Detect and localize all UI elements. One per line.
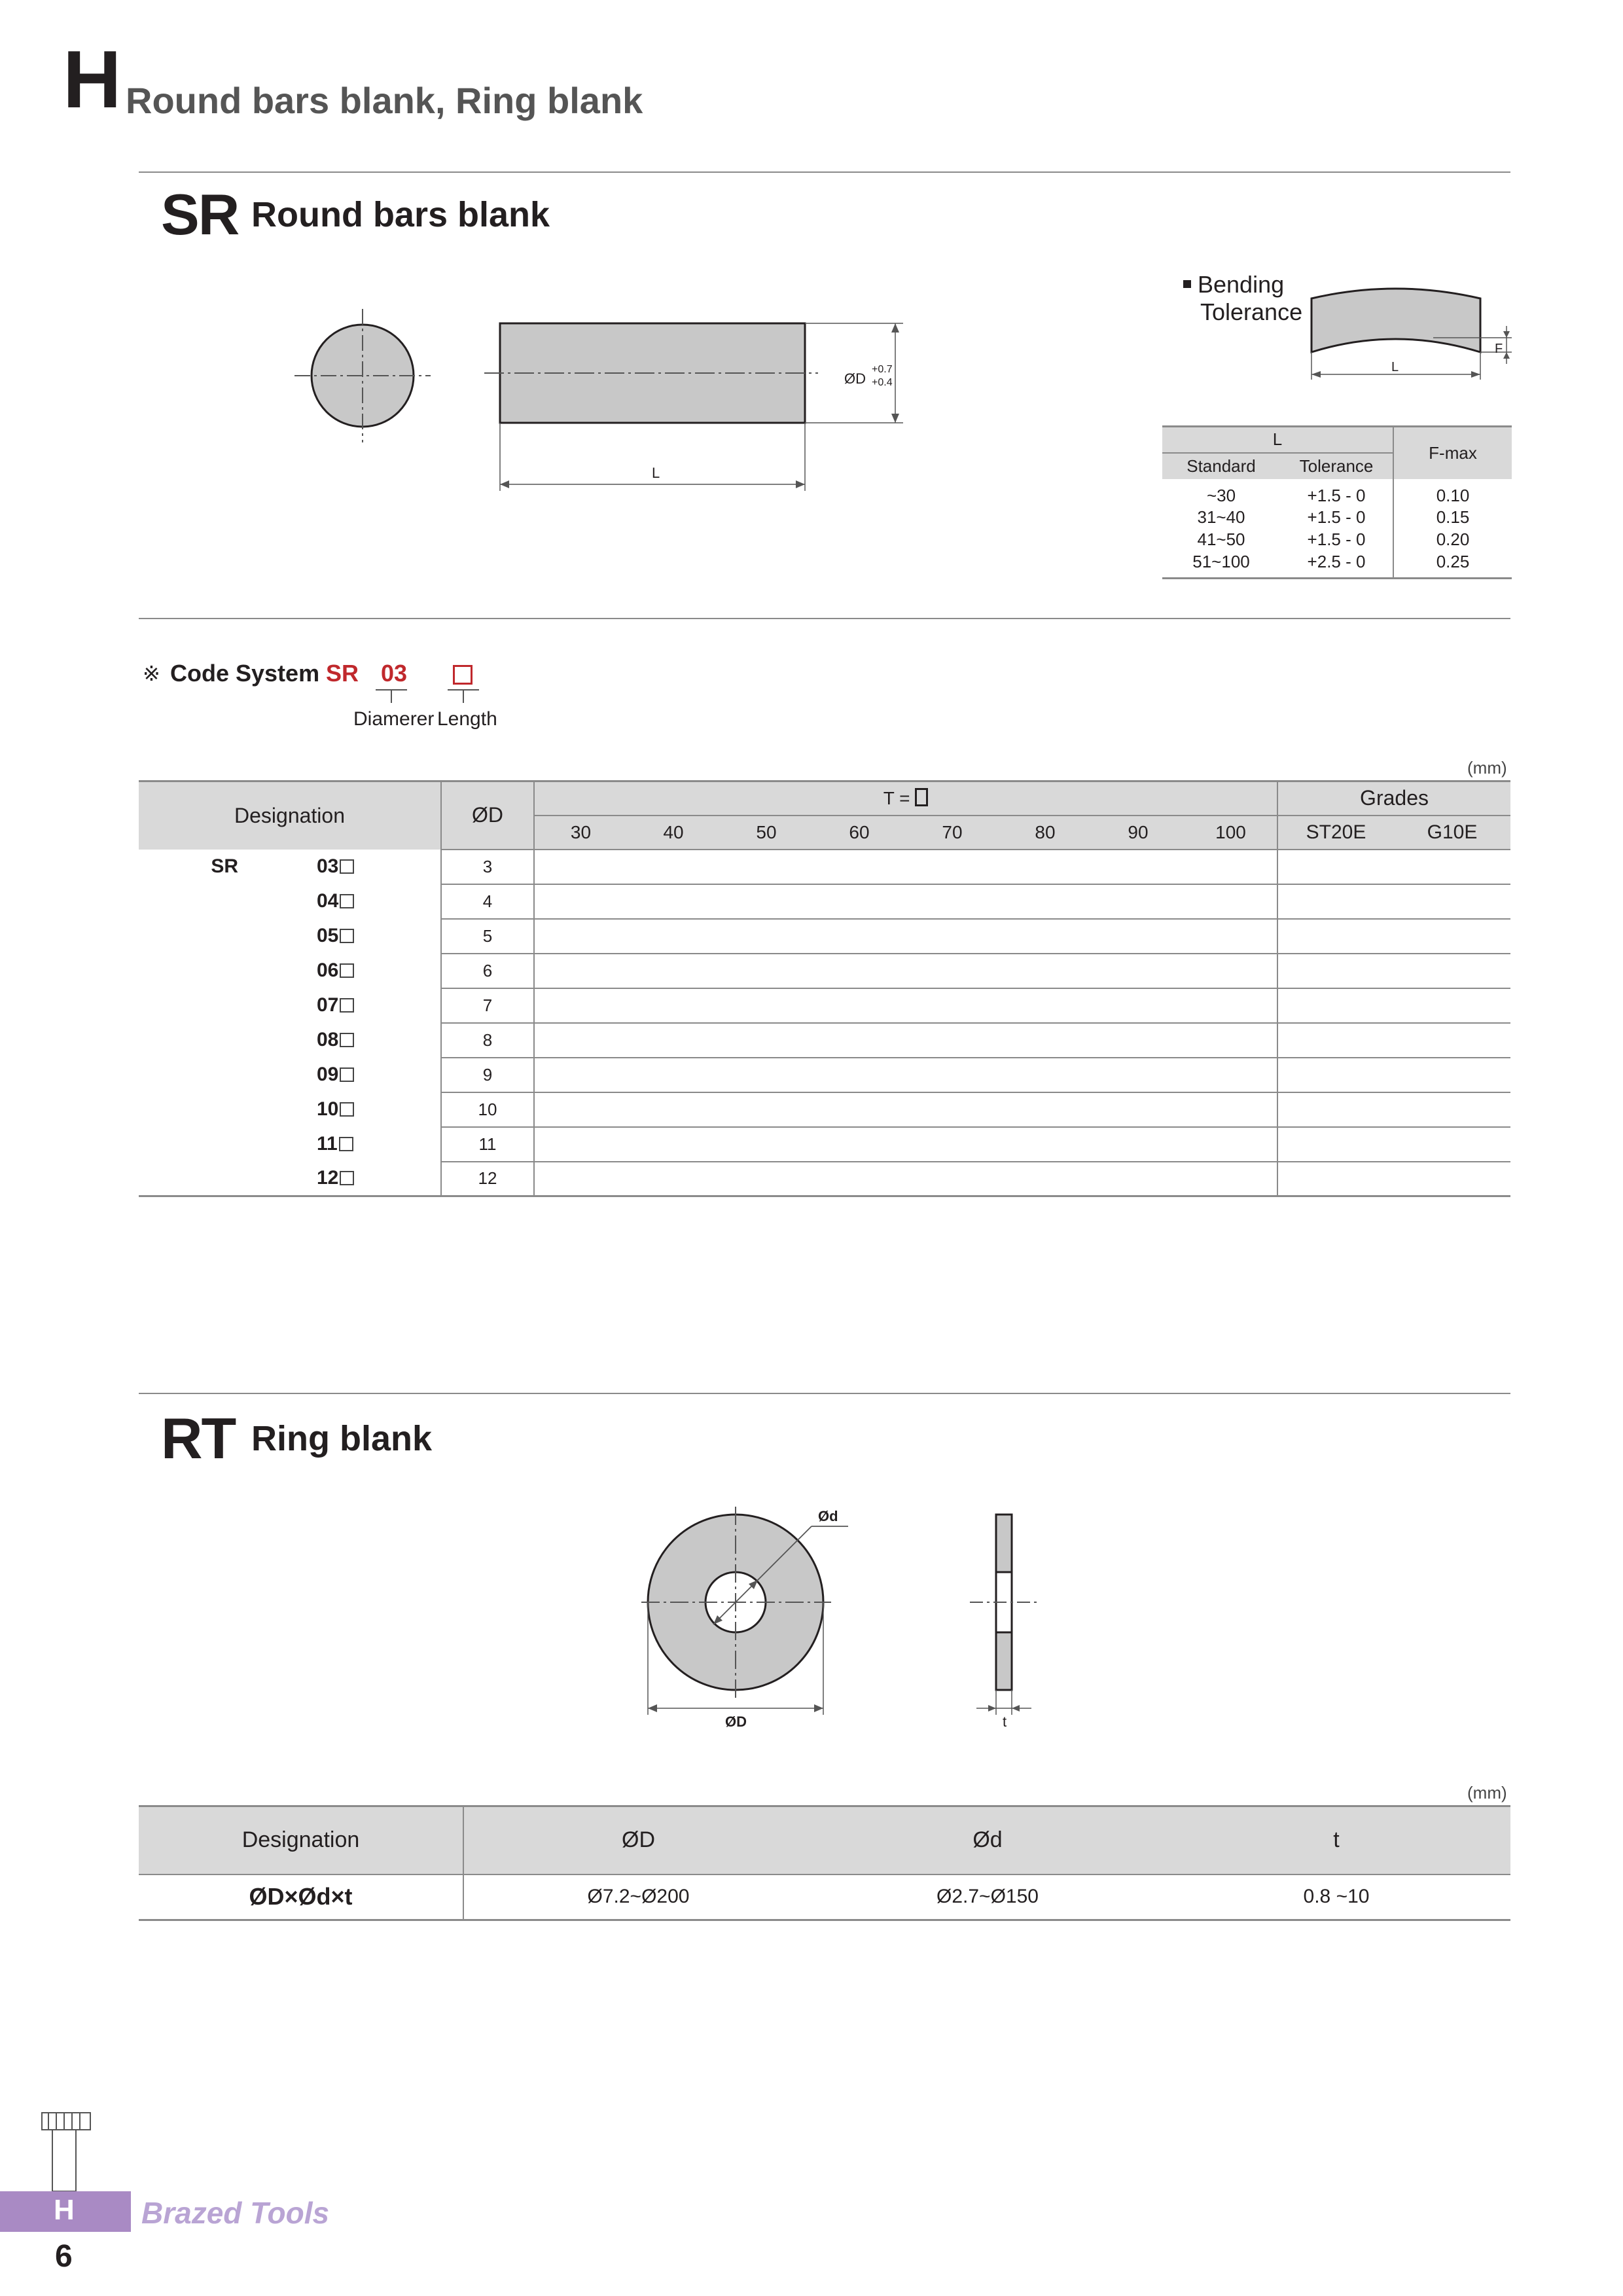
bending-l-label: L bbox=[1391, 360, 1399, 374]
sr-od-cell: 10 bbox=[441, 1092, 534, 1127]
sr-header-od: ØD bbox=[441, 781, 534, 850]
sr-header-length: 50 bbox=[720, 816, 813, 850]
sr-series-cell bbox=[139, 919, 279, 954]
footer-category: Brazed Tools bbox=[141, 2196, 330, 2230]
sr-grade-cells bbox=[1277, 1058, 1510, 1092]
table-row bbox=[139, 884, 1510, 919]
code-caption-diameter: Diamerer bbox=[353, 708, 435, 730]
sr-code-text: 12 bbox=[317, 1167, 339, 1189]
code-caption-length: Length bbox=[437, 708, 497, 730]
sr-code-text: 10 bbox=[317, 1098, 339, 1120]
code-part-diameter: 03 bbox=[381, 660, 408, 687]
page-number: 6 bbox=[55, 2239, 73, 2274]
rt-header-designation: Designation bbox=[139, 1806, 463, 1874]
sr-code-cell bbox=[279, 850, 441, 884]
rt-header-od: ØD bbox=[463, 1806, 813, 1874]
bending-fmax: 0.25 bbox=[1436, 551, 1470, 571]
code-part-series: SR bbox=[326, 660, 359, 687]
sr-grade-cells bbox=[1277, 1127, 1510, 1162]
bending-fmax: 0.15 bbox=[1436, 507, 1470, 527]
sr-code-text: 03 bbox=[317, 855, 339, 877]
bending-header-l: L bbox=[1162, 427, 1393, 453]
sr-unit: (mm) bbox=[1467, 758, 1507, 778]
rt-id-range: Ø2.7~Ø150 bbox=[813, 1874, 1162, 1920]
sr-code-cell bbox=[279, 1162, 441, 1196]
sr-code-cell bbox=[279, 1092, 441, 1127]
sr-length-cells bbox=[534, 850, 1277, 884]
blank-square-icon bbox=[340, 1067, 354, 1082]
sr-length-cells bbox=[534, 954, 1277, 988]
bending-header-standard: Standard bbox=[1162, 453, 1280, 479]
rt-header-id: Ød bbox=[813, 1806, 1162, 1874]
sr-series-cell bbox=[139, 988, 279, 1023]
rt-outer-label: ØD bbox=[725, 1713, 747, 1730]
sr-header-t bbox=[534, 781, 1277, 816]
sr-od-cell: 6 bbox=[441, 954, 534, 988]
rt-ring-drawing bbox=[628, 1499, 1060, 1734]
sr-length-cells bbox=[534, 1092, 1277, 1127]
blank-square-icon bbox=[340, 963, 354, 978]
sr-series-cell bbox=[139, 884, 279, 919]
sr-header-t-text: T = bbox=[883, 787, 916, 808]
bending-header-fmax: F-max bbox=[1393, 427, 1512, 479]
rt-designation: ØD×Ød×t bbox=[139, 1874, 463, 1920]
section-tab-letter: H bbox=[54, 2194, 75, 2226]
bending-title-line2: Tolerance bbox=[1200, 298, 1303, 325]
table-row bbox=[139, 988, 1510, 1023]
blank-square-icon bbox=[340, 894, 354, 908]
blank-square-icon bbox=[340, 1171, 354, 1185]
table-row bbox=[139, 1127, 1510, 1162]
table-row bbox=[139, 1092, 1510, 1127]
code-system-mark: ※ bbox=[143, 662, 160, 685]
rt-t-range: 0.8 ~10 bbox=[1162, 1874, 1510, 1920]
sr-header-grade: ST20E bbox=[1277, 816, 1394, 850]
sr-header-length: 100 bbox=[1185, 816, 1277, 850]
sr-code: SR bbox=[161, 182, 239, 247]
blank-square-icon bbox=[340, 929, 354, 943]
blank-square-icon bbox=[339, 1137, 353, 1151]
sr-code-text: 08 bbox=[317, 1029, 339, 1050]
sr-grade-cells bbox=[1277, 1023, 1510, 1058]
bending-f-label: F bbox=[1495, 342, 1503, 356]
sr-round-bar-drawing bbox=[288, 301, 942, 511]
sr-tol-lower: +0.4 bbox=[872, 377, 893, 388]
brazed-tool-icon bbox=[38, 2109, 97, 2194]
sr-code-cell bbox=[279, 988, 441, 1023]
table-row bbox=[139, 1162, 1510, 1196]
bending-standard: 41~50 bbox=[1197, 529, 1245, 549]
sr-od-cell: 11 bbox=[441, 1127, 534, 1162]
sr-header-length: 90 bbox=[1092, 816, 1185, 850]
sr-series-cell bbox=[139, 1162, 279, 1196]
sr-length-cells bbox=[534, 919, 1277, 954]
sr-code-cell bbox=[279, 954, 441, 988]
bending-fmax: 0.20 bbox=[1436, 529, 1470, 549]
sr-od-cell: 5 bbox=[441, 919, 534, 954]
sr-od-cell: 7 bbox=[441, 988, 534, 1023]
sr-header-length: 80 bbox=[999, 816, 1092, 850]
table-row bbox=[139, 850, 1510, 884]
rt-designation-table bbox=[139, 1805, 1510, 1921]
sr-grade-cells bbox=[1277, 1092, 1510, 1127]
sr-length-cells bbox=[534, 1023, 1277, 1058]
sr-header-grades: Grades bbox=[1277, 781, 1510, 816]
sr-code-cell bbox=[279, 919, 441, 954]
rt-code: RT bbox=[161, 1406, 236, 1471]
bending-diagram bbox=[1302, 275, 1518, 386]
sr-code-cell bbox=[279, 1127, 441, 1162]
sr-length-cells bbox=[534, 1058, 1277, 1092]
sr-series-cell bbox=[139, 1058, 279, 1092]
sr-code-text: 06 bbox=[317, 960, 339, 981]
blank-square-icon bbox=[340, 1033, 354, 1047]
divider bbox=[139, 618, 1510, 619]
sr-series-cell bbox=[139, 954, 279, 988]
blank-square-icon bbox=[340, 998, 354, 1013]
sr-od-cell: 8 bbox=[441, 1023, 534, 1058]
code-system-label: Code System bbox=[170, 660, 320, 687]
sr-diameter-label: ØD bbox=[844, 370, 866, 387]
sr-code-text: 09 bbox=[317, 1064, 339, 1085]
sr-header-length: 60 bbox=[813, 816, 906, 850]
sr-series-cell: SR bbox=[211, 855, 238, 877]
bending-standard: ~30 bbox=[1206, 485, 1236, 505]
table-row bbox=[139, 954, 1510, 988]
sr-title: Round bars blank bbox=[251, 195, 550, 234]
sr-designation-table bbox=[139, 780, 1510, 1197]
sr-length-cells bbox=[534, 988, 1277, 1023]
rt-inner-label: Ød bbox=[818, 1508, 838, 1524]
bending-tolerance: +2.5 - 0 bbox=[1280, 551, 1393, 579]
sr-grade-cells bbox=[1277, 954, 1510, 988]
rt-od-range: Ø7.2~Ø200 bbox=[463, 1874, 813, 1920]
rt-header-t: t bbox=[1162, 1806, 1510, 1874]
sr-grade-cells bbox=[1277, 1162, 1510, 1196]
sr-tol-upper: +0.7 bbox=[872, 364, 893, 375]
blank-square-icon bbox=[915, 788, 928, 806]
bending-fmax: 0.10 bbox=[1436, 485, 1470, 505]
sr-header-grade: G10E bbox=[1394, 816, 1510, 850]
sr-length-cells bbox=[534, 1162, 1277, 1196]
bending-tolerance-table bbox=[1162, 425, 1512, 579]
blank-square-icon bbox=[340, 1102, 354, 1117]
table-row bbox=[139, 1023, 1510, 1058]
sr-series-cell bbox=[139, 1127, 279, 1162]
sr-code-cell bbox=[279, 1058, 441, 1092]
sr-header-length: 40 bbox=[627, 816, 720, 850]
blank-square-icon bbox=[340, 859, 354, 874]
section-letter: H bbox=[63, 35, 122, 125]
table-row bbox=[139, 1058, 1510, 1092]
rt-thickness-label: t bbox=[1003, 1713, 1007, 1730]
sr-od-cell: 4 bbox=[441, 884, 534, 919]
bending-title-line1: Bending bbox=[1198, 271, 1285, 298]
sr-header-designation: Designation bbox=[139, 781, 441, 850]
table-row bbox=[139, 919, 1510, 954]
sr-grade-cells bbox=[1277, 884, 1510, 919]
sr-series-cell bbox=[139, 1092, 279, 1127]
sr-header-length: 70 bbox=[906, 816, 999, 850]
sr-code-text: 07 bbox=[317, 994, 339, 1016]
sr-code-cell bbox=[279, 1023, 441, 1058]
sr-header-length: 30 bbox=[534, 816, 627, 850]
sr-grade-cells bbox=[1277, 919, 1510, 954]
bending-tolerance: +1.5 - 0 bbox=[1280, 479, 1393, 507]
divider bbox=[139, 1393, 1510, 1394]
sr-od-cell: 3 bbox=[441, 850, 534, 884]
code-part-length-box bbox=[453, 665, 473, 685]
bending-tolerance: +1.5 - 0 bbox=[1280, 529, 1393, 551]
sr-code-cell bbox=[279, 884, 441, 919]
bullet-square bbox=[1183, 280, 1191, 288]
section-title: Round bars blank, Ring blank bbox=[126, 80, 643, 121]
sr-od-cell: 12 bbox=[441, 1162, 534, 1196]
sr-grade-cells bbox=[1277, 988, 1510, 1023]
bending-standard: 31~40 bbox=[1197, 507, 1245, 527]
rt-title: Ring blank bbox=[251, 1419, 433, 1458]
sr-code-text: 05 bbox=[317, 925, 339, 946]
bending-standard: 51~100 bbox=[1192, 551, 1250, 571]
sr-series-cell bbox=[139, 1023, 279, 1058]
sr-length-label: L bbox=[652, 465, 660, 481]
sr-grade-cells bbox=[1277, 850, 1510, 884]
bending-tolerance: +1.5 - 0 bbox=[1280, 507, 1393, 529]
sr-code-text: 04 bbox=[317, 890, 339, 912]
sr-code-text: 11 bbox=[317, 1133, 338, 1155]
bending-header-tolerance: Tolerance bbox=[1280, 453, 1393, 479]
sr-od-cell: 9 bbox=[441, 1058, 534, 1092]
sr-length-cells bbox=[534, 1127, 1277, 1162]
sr-length-cells bbox=[534, 884, 1277, 919]
rt-unit: (mm) bbox=[1467, 1783, 1507, 1803]
divider bbox=[139, 171, 1510, 173]
